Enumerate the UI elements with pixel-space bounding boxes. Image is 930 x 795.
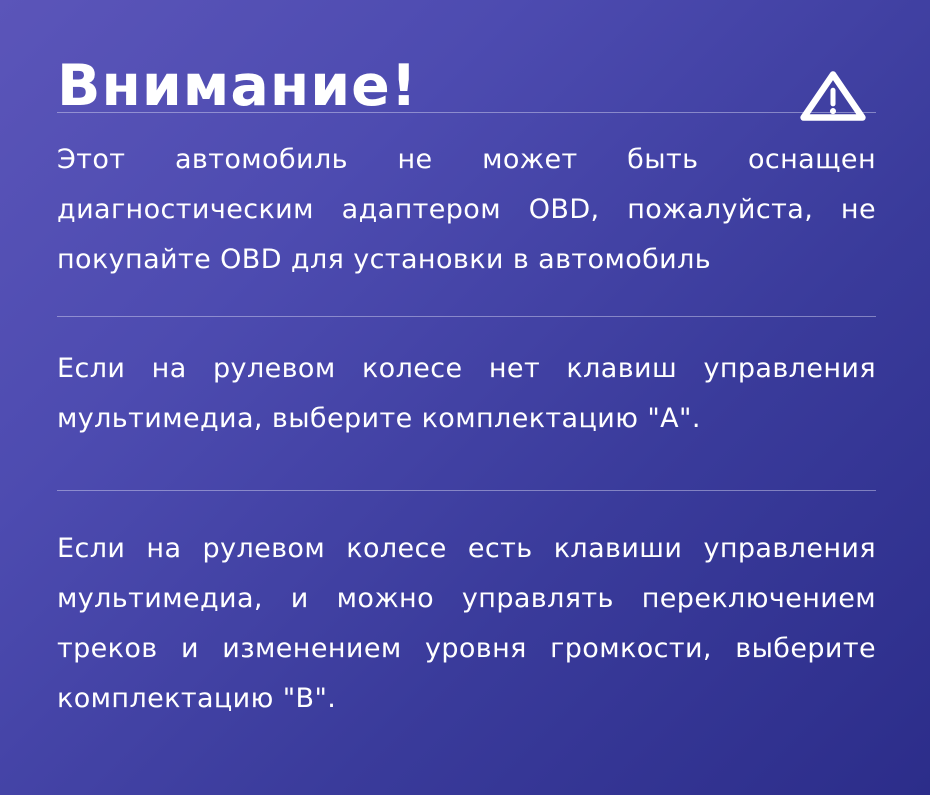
- divider: [57, 316, 876, 317]
- warning-triangle-icon: [796, 58, 876, 124]
- page-title: Внимание!: [57, 53, 418, 119]
- paragraph-option-b: Если на рулевом колесе есть клавиши управления мультимедиа, и можно управлять переключением треков и изменением уровня громкости, выберите комплектацию "В".: [57, 533, 876, 714]
- header: [57, 0, 876, 119]
- paragraph-option-a: Если на рулевом колесе нет клавиш управления мультимедиа, выберите комплектацию "А".: [57, 353, 876, 434]
- paragraph-obd-warning: Этот автомобиль не может быть оснащен диагностическим адаптером OBD, пожалуйста, не покупайте OBD для установки в автомобиль: [57, 144, 876, 275]
- divider: [57, 490, 876, 491]
